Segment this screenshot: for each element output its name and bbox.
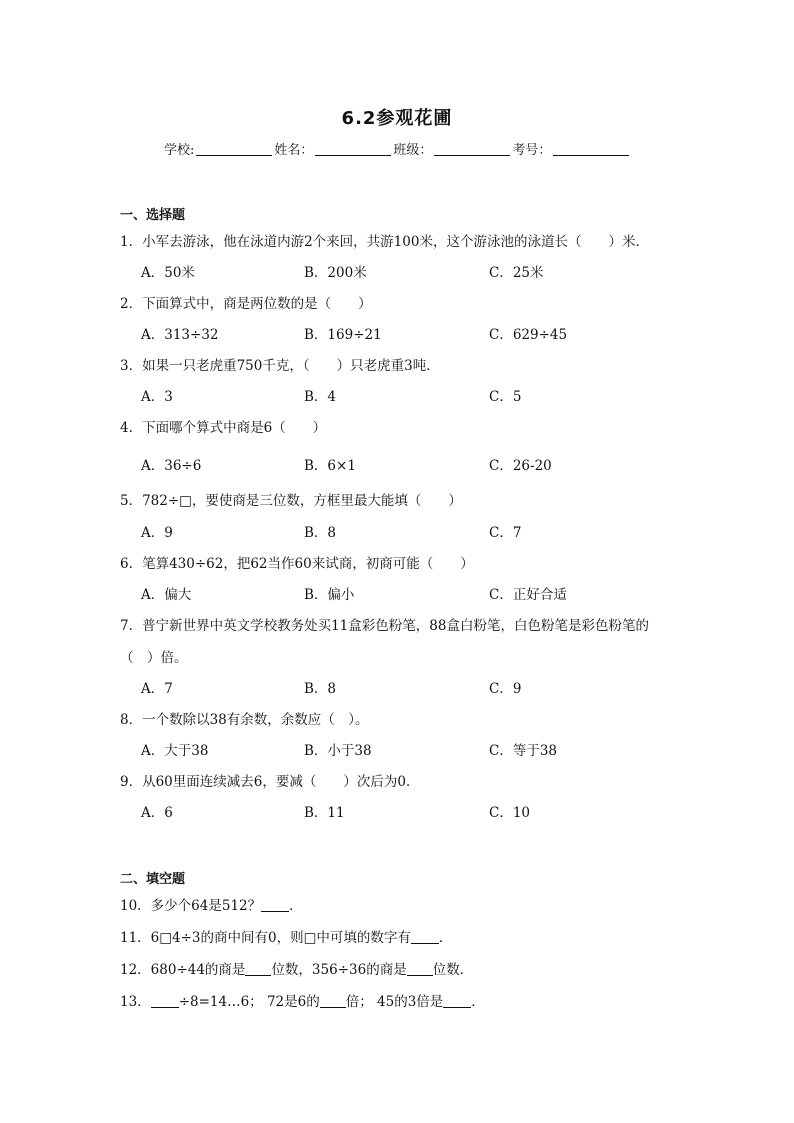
question-12-text-c: 位数． xyxy=(432,962,474,978)
class-blank xyxy=(434,143,510,156)
option-7c: C．9 xyxy=(489,681,522,697)
question-13-text-b: ÷8=14…6； 72是6的 xyxy=(178,994,320,1010)
option-3b: B．4 xyxy=(304,389,337,405)
option-3a: A．3 xyxy=(141,389,173,405)
question-13-text-c: 倍； 45的3倍是 xyxy=(345,994,444,1010)
page-title: 6.2参观花圃 xyxy=(341,108,453,129)
option-2a: A．313÷32 xyxy=(141,327,219,343)
option-5b: B．8 xyxy=(304,525,337,541)
answer-blank-13a xyxy=(151,995,179,1008)
section-fill: 二、填空题 xyxy=(120,872,186,887)
option-8c: C．等于38 xyxy=(489,743,558,759)
question-10-end: ． xyxy=(289,898,303,914)
question-13-text-d: ． xyxy=(471,994,485,1010)
option-4a: A．36÷6 xyxy=(141,458,202,474)
exam-number-blank xyxy=(553,143,629,156)
option-9a: A．6 xyxy=(141,805,173,821)
option-6c: C．正好合适 xyxy=(489,587,567,603)
question-7: 7．普宁新世界中英文学校教务处买11盒彩色粉笔，88盒白粉笔，白色粉笔是彩色粉笔的 xyxy=(120,618,649,634)
option-6a: A．偏大 xyxy=(141,587,192,603)
question-10-text: 10．多少个64是512？ xyxy=(120,898,262,914)
question-11-end: ． xyxy=(438,930,453,946)
option-4b: B．6×1 xyxy=(304,458,356,474)
answer-blank-12a xyxy=(245,963,271,976)
answer-blank-13c xyxy=(443,995,471,1008)
section-choice: 一、选择题 xyxy=(120,208,186,223)
option-9c: C．10 xyxy=(489,805,531,821)
student-info-row xyxy=(164,139,631,158)
option-1b: B．200米 xyxy=(304,265,367,281)
name-label: 姓名： xyxy=(274,143,314,158)
answer-blank-11 xyxy=(411,931,439,944)
question-5: 5．782÷□，要使商是三位数，方框里最大能填（ ） xyxy=(120,493,462,509)
question-2: 2．下面算式中，商是两位数的是（ ） xyxy=(120,296,372,312)
option-3c: C．5 xyxy=(489,389,522,405)
option-7a: A．7 xyxy=(141,681,173,697)
exam-number-label: 考号： xyxy=(512,143,552,158)
option-7b: B．8 xyxy=(304,681,337,697)
question-9: 9．从60里面连续减去6，要减（ ）次后为0． xyxy=(120,774,420,790)
option-9b: B．11 xyxy=(304,805,345,821)
question-13-text-a: 13． xyxy=(120,994,151,1010)
option-2c: C．629÷45 xyxy=(489,327,568,343)
answer-blank-13b xyxy=(320,995,346,1008)
option-6b: B．偏小 xyxy=(304,587,355,603)
class-label: 班级： xyxy=(393,143,433,158)
school-label: 学校: xyxy=(164,143,195,158)
answer-blank-10 xyxy=(261,899,289,912)
question-13 xyxy=(120,990,485,1010)
option-4c: C．26-20 xyxy=(489,458,552,474)
question-10 xyxy=(120,894,303,914)
question-8: 8．一个数除以38有余数，余数应（ ）。 xyxy=(120,712,369,728)
question-11 xyxy=(120,926,452,946)
question-6: 6．笔算430÷62，把62当作60来试商，初商可能（ ） xyxy=(120,556,474,572)
option-1c: C．25米 xyxy=(489,265,544,281)
school-blank xyxy=(196,143,272,156)
question-1: 1．小军去游泳，他在泳道内游2个来回，共游100米，这个游泳池的泳道长（ ）米． xyxy=(120,234,649,250)
question-3: 3．如果一只老虎重750千克，（ ）只老虎重3吨． xyxy=(120,358,440,374)
option-8b: B．小于38 xyxy=(304,743,372,759)
option-5a: A．9 xyxy=(141,525,173,541)
question-12 xyxy=(120,958,473,978)
name-blank xyxy=(315,143,391,156)
question-4: 4．下面哪个算式中商是6（ ） xyxy=(120,420,327,436)
option-1a: A．50米 xyxy=(141,265,195,281)
question-12-text-b: 位数，356÷36的商是 xyxy=(271,962,407,978)
answer-blank-12b xyxy=(407,963,433,976)
question-7-line2: （ ）倍。 xyxy=(120,650,188,666)
question-11-text: 11．6□4÷3的商中间有0，则□中可填的数字有 xyxy=(120,930,411,946)
option-2b: B．169÷21 xyxy=(304,327,382,343)
option-5c: C．7 xyxy=(489,525,522,541)
option-8a: A．大于38 xyxy=(141,743,209,759)
question-12-text-a: 12．680÷44的商是 xyxy=(120,962,246,978)
